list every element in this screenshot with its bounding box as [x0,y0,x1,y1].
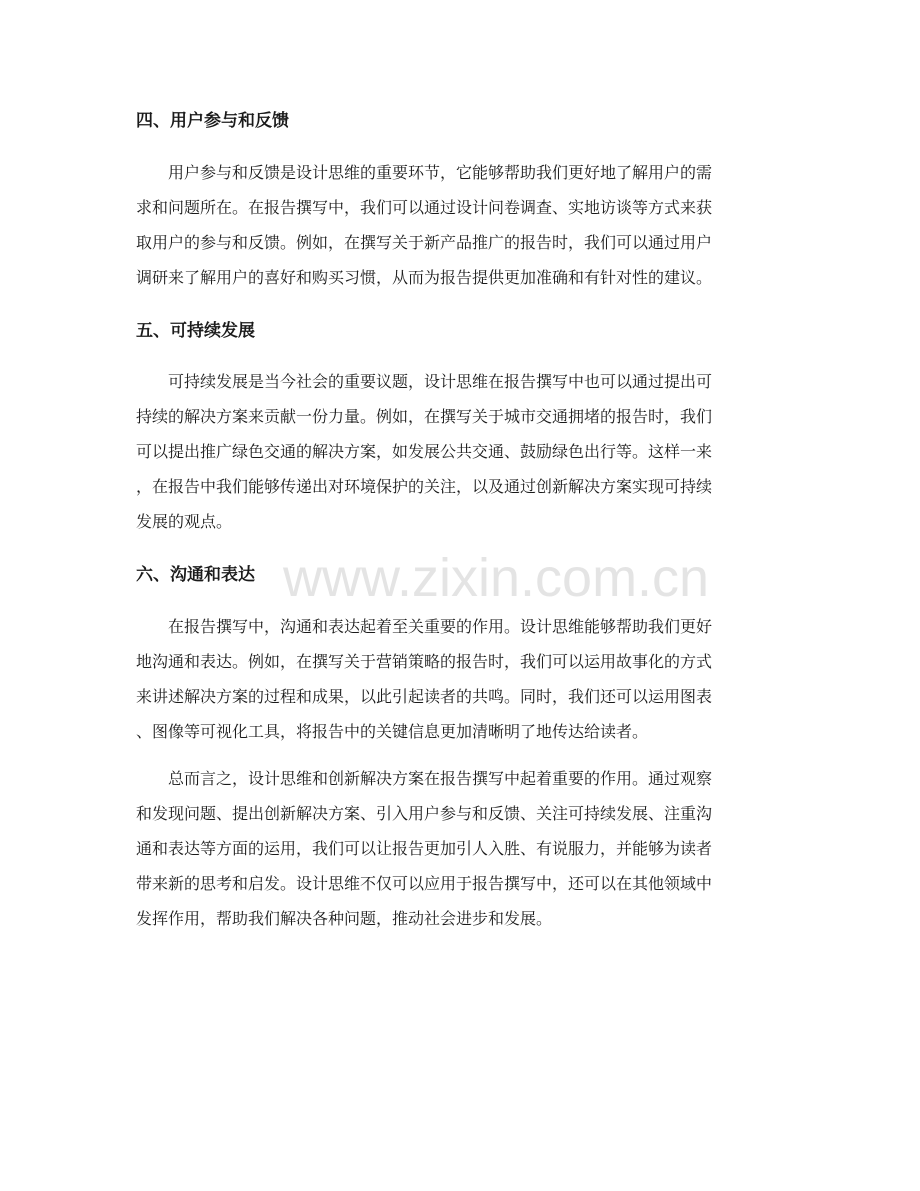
conclusion-line: 通和表达等方面的运用，我们可以让报告更加引人入胜、有说服力，并能够为读者 [136,839,713,858]
paragraph-line: 发展的观点。 [136,512,233,531]
paragraph-line: 在报告撰写中，沟通和表达起着至关重要的作用。设计思维能够帮助我们更好 [168,617,713,636]
paragraph-line: 用户参与和反馈是设计思维的重要环节，它能够帮助我们更好地了解用户的需 [168,163,713,182]
paragraph-line: ，在报告中我们能够传递出对环境保护的关注，以及通过创新解决方案实现可持续 [136,477,713,496]
paragraph-line: 取用户的参与和反馈。例如，在撰写关于新产品推广的报告时，我们可以通过用户 [136,233,713,252]
watermark: www.zixin.com.cn [283,548,710,608]
paragraph-line: 持续的解决方案来贡献一份力量。例如，在撰写关于城市交通拥堵的报告时，我们 [136,407,713,426]
conclusion-line: 发挥作用，帮助我们解决各种问题，推动社会进步和发展。 [136,909,553,928]
paragraph-line: 调研来了解用户的喜好和购买习惯，从而为报告提供更加准确和有针对性的建议。 [136,268,713,287]
section-heading-user-feedback: 四、用户参与和反馈 [136,111,289,131]
paragraph-line: 地沟通和表达。例如，在撰写关于营销策略的报告时，我们可以运用故事化的方式 [136,652,713,671]
paragraph-line: 可以提出推广绿色交通的解决方案，如发展公共交通、鼓励绿色出行等。这样一来 [136,442,713,461]
conclusion-line: 和发现问题、提出创新解决方案、引入用户参与和反馈、关注可持续发展、注重沟 [136,804,713,823]
section-heading-sustainability: 五、可持续发展 [136,321,255,341]
section-heading-communication: 六、沟通和表达 [136,565,255,585]
conclusion-line: 带来新的思考和启发。设计思维不仅可以应用于报告撰写中，还可以在其他领域中 [136,874,713,893]
paragraph-line: 可持续发展是当今社会的重要议题，设计思维在报告撰写中也可以通过提出可 [168,372,713,391]
paragraph-line: 、图像等可视化工具，将报告中的关键信息更加清晰明了地传达给读者。 [136,722,649,741]
paragraph-line: 来讲述解决方案的过程和成果，以此引起读者的共鸣。同时，我们还可以运用图表 [136,687,713,706]
paragraph-line: 求和问题所在。在报告撰写中，我们可以通过设计问卷调查、实地访谈等方式来获 [136,198,713,217]
conclusion-line: 总而言之，设计思维和创新解决方案在报告撰写中起着重要的作用。通过观察 [168,769,713,788]
